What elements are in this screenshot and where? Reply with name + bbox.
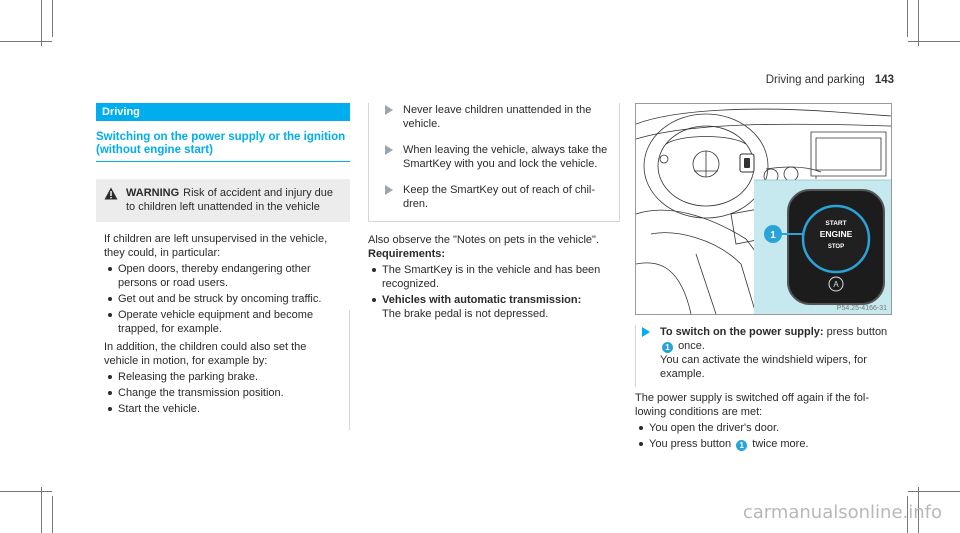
action-text: press button	[826, 326, 888, 338]
action-label: To switch on the power supply:	[660, 326, 824, 338]
instruction-step: When leaving the vehicle, always take the SmartKey with you and lock the vehicle.	[379, 143, 609, 171]
step-arrow-icon	[385, 185, 393, 195]
crop-mark	[907, 0, 908, 37]
step-arrow-icon	[385, 145, 393, 155]
bullet-list	[104, 370, 342, 416]
list-item: Start the vehicle.	[104, 402, 342, 416]
bullet-list	[104, 262, 342, 336]
action-result: You can activate the windshield wipers, for example.	[660, 354, 867, 380]
illustration-callout: 1	[770, 230, 776, 241]
crop-mark	[918, 0, 919, 46]
crop-mark	[41, 487, 42, 533]
column-divider	[349, 310, 350, 430]
instruction-step: Keep the SmartKey out of reach of children.	[379, 183, 609, 211]
list-item: Change the transmission position.	[104, 386, 342, 400]
warning-label: WARNING	[126, 187, 180, 199]
button-label-engine: ENGINE	[819, 229, 853, 239]
requirements-list	[368, 263, 620, 321]
list-item: Operate vehicle equipment and become trapped, for example.	[104, 308, 342, 336]
left-column	[96, 103, 350, 416]
start-stop-illustration	[635, 103, 892, 315]
list-item: Get out and be struck by oncoming traffic.	[104, 292, 342, 306]
page-header	[766, 74, 894, 86]
list-item: You press button 1 twice more.	[635, 437, 890, 451]
crop-mark	[0, 491, 52, 492]
warning-message: Risk of accident and injury due to children left unattended in the vehicle	[126, 187, 333, 213]
warning-text	[126, 186, 342, 214]
warning-body	[96, 222, 350, 416]
list-item: Open doors, thereby endangering other persons or road users.	[104, 262, 342, 290]
callout-badge: 1	[736, 440, 747, 451]
paragraph: The power supply is switched off again if the following conditions are met:	[635, 392, 869, 418]
dashboard-drawing	[636, 104, 891, 314]
watermark: carmanualsonline.info	[742, 502, 942, 523]
instruction-step: Never leave children unattended in the vehicle.	[379, 103, 609, 131]
crop-mark	[52, 0, 53, 37]
list-item: Releasing the parking brake.	[104, 370, 342, 384]
section-bar: Driving	[96, 103, 350, 121]
warning-steps	[368, 103, 620, 222]
list-item: You open the driver's door.	[635, 421, 890, 435]
button-label-start: START	[825, 220, 847, 227]
list-item: The SmartKey is in the vehicle and has been recognized.	[368, 263, 620, 291]
list-item: Vehicles with automatic transmission: The brake pedal is not depressed.	[368, 293, 620, 321]
middle-column	[368, 103, 620, 321]
callout-badge: 1	[662, 342, 673, 353]
crop-mark	[908, 491, 960, 492]
illustration-code: P54.25-4166-31	[836, 305, 887, 312]
instruction-step	[635, 325, 890, 387]
conditions-list	[635, 421, 890, 451]
step-arrow-icon	[385, 105, 393, 115]
requirements-label: Requirements:	[368, 248, 446, 260]
auto-start-stop-icon: A	[833, 280, 839, 289]
crop-mark	[0, 41, 52, 42]
step-arrow-icon	[642, 327, 650, 337]
crop-mark	[908, 41, 960, 42]
crop-mark	[41, 0, 42, 46]
paragraph: If children are left unsupervised in the vehicle, they could, in particular:	[104, 233, 328, 259]
section-title: Switching on the power supply or the ignition (without engine start)	[96, 131, 350, 162]
warning-icon	[104, 187, 118, 200]
page-number: 143	[874, 74, 894, 86]
crop-mark	[52, 496, 53, 533]
observe-note: Also observe the "Notes on pets in the vehicle".	[368, 234, 599, 246]
button-label-stop: STOP	[827, 244, 845, 250]
paragraph: In addition, the children could also set the vehicle in motion, for example by:	[104, 341, 307, 367]
action-text: once.	[678, 340, 705, 352]
warning-box	[96, 179, 350, 222]
right-column	[635, 325, 890, 451]
header-section: Driving and parking	[765, 74, 865, 86]
